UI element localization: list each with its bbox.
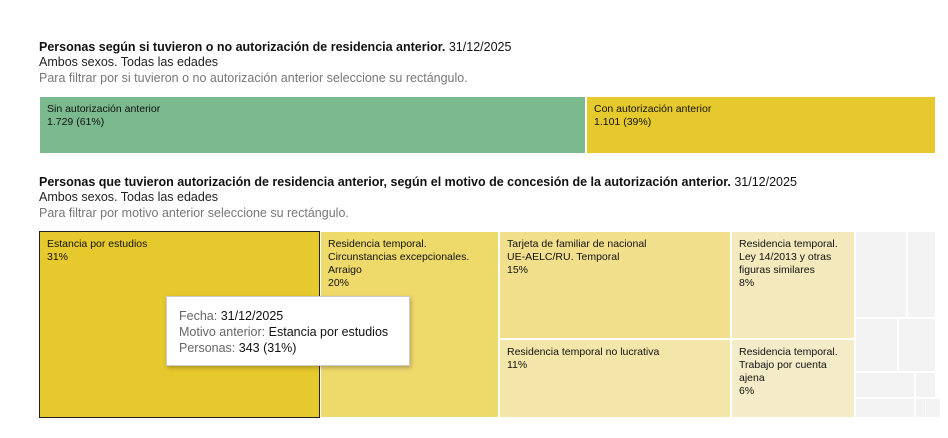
cell-label: Sin autorización anterior bbox=[47, 103, 161, 115]
cell-value: 1.729 (61%) bbox=[47, 116, 105, 128]
cell-label: Con autorización anterior bbox=[594, 103, 712, 115]
treemap-cell-residencia-temporal-ley-14-2013-y-otras-[interactable] bbox=[731, 231, 855, 339]
tooltip-motivo-row: Motivo anterior: Estancia por estudios bbox=[179, 325, 389, 339]
cell-value: 31% bbox=[47, 251, 69, 263]
cell-value: 6% bbox=[739, 385, 755, 397]
cell-label: Estancia por estudios bbox=[47, 238, 148, 250]
cell-label: Residencia temporal. Ley 14/2013 y otras figuras similares bbox=[739, 238, 838, 276]
treemap-cell-tarjeta-de-familiar-de-nacional-ue-aelc-[interactable] bbox=[499, 231, 731, 339]
treemap-cell-minor-6[interactable] bbox=[855, 231, 907, 318]
chart2-hint: Para filtrar por motivo anterior seleccione su rectángulo. bbox=[39, 206, 349, 220]
cell-label: Tarjeta de familiar de nacional UE-AELC/RU. Temporal bbox=[507, 238, 647, 263]
treemap-cell-sin-autorizacion-anterior[interactable] bbox=[39, 96, 586, 154]
tooltip-personas-row: Personas: 343 (31%) bbox=[179, 341, 297, 355]
treemap-autorizacion bbox=[39, 96, 936, 154]
cell-label: Residencia temporal no lucrativa bbox=[507, 346, 660, 358]
cell-label: Residencia temporal. Trabajo por cuenta ajena bbox=[739, 346, 838, 384]
cell-value: 15% bbox=[507, 264, 529, 276]
treemap-cell-con-autorizacion-anterior[interactable] bbox=[586, 96, 936, 154]
chart1-title: Personas según si tuvieron o no autorización de residencia anterior. 31/12/2025 bbox=[39, 40, 512, 54]
treemap-cell-minor-7[interactable] bbox=[907, 231, 936, 318]
treemap-cell-minor-8[interactable] bbox=[855, 318, 898, 372]
cell-value: 11% bbox=[507, 359, 528, 371]
chart1-subtitle: Ambos sexos. Todas las edades bbox=[39, 55, 219, 69]
treemap-cell-residencia-temporal-no-lucrativa[interactable] bbox=[499, 339, 731, 418]
section2-header bbox=[39, 175, 797, 221]
treemap-cell-minor-11[interactable] bbox=[915, 372, 936, 398]
treemap-cell-minor-12[interactable] bbox=[855, 398, 915, 418]
chart2-title: Personas que tuvieron autorización de residencia anterior, según el motivo de concesión de la autorización anterior. 31/12/2025 bbox=[39, 175, 797, 189]
treemap-cell-minor-14[interactable] bbox=[925, 398, 941, 418]
treemap-cell-minor-10[interactable] bbox=[855, 372, 915, 398]
cell-label: Residencia temporal. Circunstancias excepcionales. Arraigo bbox=[328, 238, 470, 276]
section1-header bbox=[39, 40, 511, 86]
cell-value: 1.101 (39%) bbox=[594, 116, 652, 128]
tooltip bbox=[166, 296, 410, 366]
tooltip-date-row: Fecha: 31/12/2025 bbox=[179, 309, 284, 323]
chart2-subtitle: Ambos sexos. Todas las edades bbox=[39, 190, 219, 204]
treemap-cell-residencia-temporal-trabajo-por-cuenta-a[interactable] bbox=[731, 339, 855, 418]
treemap-cell-minor-9[interactable] bbox=[898, 318, 936, 372]
cell-value: 20% bbox=[328, 277, 350, 289]
chart1-hint: Para filtrar por si tuvieron o no autorización anterior seleccione su rectángulo. bbox=[39, 71, 468, 85]
cell-value: 8% bbox=[739, 277, 755, 289]
